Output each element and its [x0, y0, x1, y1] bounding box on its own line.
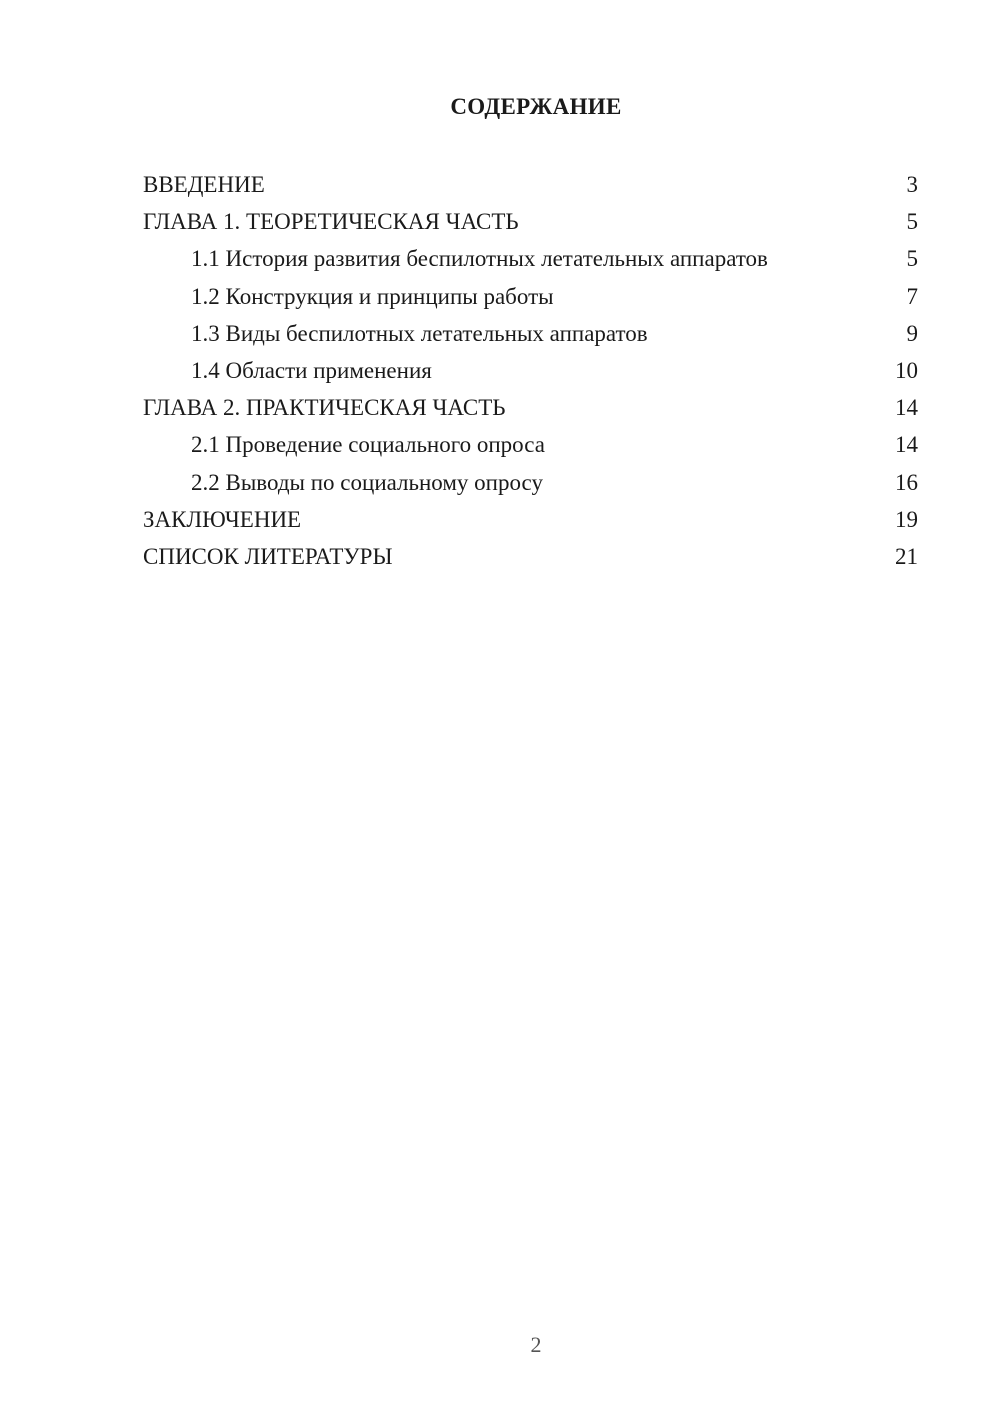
toc-item — [143, 464, 918, 501]
toc-item-page: 9 — [906, 320, 918, 346]
toc-item-label: 1.4 Области применения — [191, 357, 432, 383]
toc-item-label: 1.2 Конструкция и принципы работы — [191, 283, 554, 309]
toc-item — [143, 203, 918, 240]
toc-item — [143, 501, 918, 538]
table-of-contents — [143, 166, 918, 575]
toc-item-page: 10 — [895, 357, 918, 383]
toc-item-page: 19 — [895, 506, 918, 532]
toc-item-page: 5 — [906, 246, 918, 272]
page-number: 2 — [530, 1332, 542, 1357]
toc-item-label: 1.1 История развития беспилотных летательных аппаратов — [191, 246, 768, 272]
toc-item-page: 21 — [895, 543, 918, 569]
toc-item-label: СПИСОК ЛИТЕРАТУРЫ — [143, 543, 393, 569]
toc-item-label: ВВЕДЕНИЕ — [143, 172, 265, 197]
toc-item — [143, 278, 918, 315]
toc-item-label: ГЛАВА 2. ПРАКТИЧЕСКАЯ ЧАСТЬ — [143, 395, 506, 421]
toc-item — [143, 352, 918, 389]
toc-item-label: ГЛАВА 1. ТЕОРЕТИЧЕСКАЯ ЧАСТЬ — [143, 209, 519, 235]
toc-item-page: 5 — [906, 209, 918, 235]
toc-item-label: 2.1 Проведение социального опроса — [191, 432, 545, 458]
toc-item-label: 2.2 Выводы по социальному опросу — [191, 469, 543, 495]
toc-item-page: 14 — [895, 395, 918, 421]
toc-item — [143, 426, 918, 463]
toc-item — [143, 240, 918, 277]
toc-item-label: 1.3 Виды беспилотных летательных аппаратов — [191, 320, 648, 346]
page-title: СОДЕРЖАНИЕ — [450, 94, 622, 119]
toc-item — [143, 315, 918, 352]
toc-item — [143, 389, 918, 426]
toc-item-page: 3 — [906, 172, 918, 197]
toc-item-page: 14 — [895, 432, 918, 458]
toc-item — [143, 166, 918, 203]
toc-item — [143, 538, 918, 575]
toc-item-page: 16 — [895, 469, 918, 495]
toc-item-page: 7 — [906, 283, 918, 309]
toc-item-label: ЗАКЛЮЧЕНИЕ — [143, 506, 302, 532]
